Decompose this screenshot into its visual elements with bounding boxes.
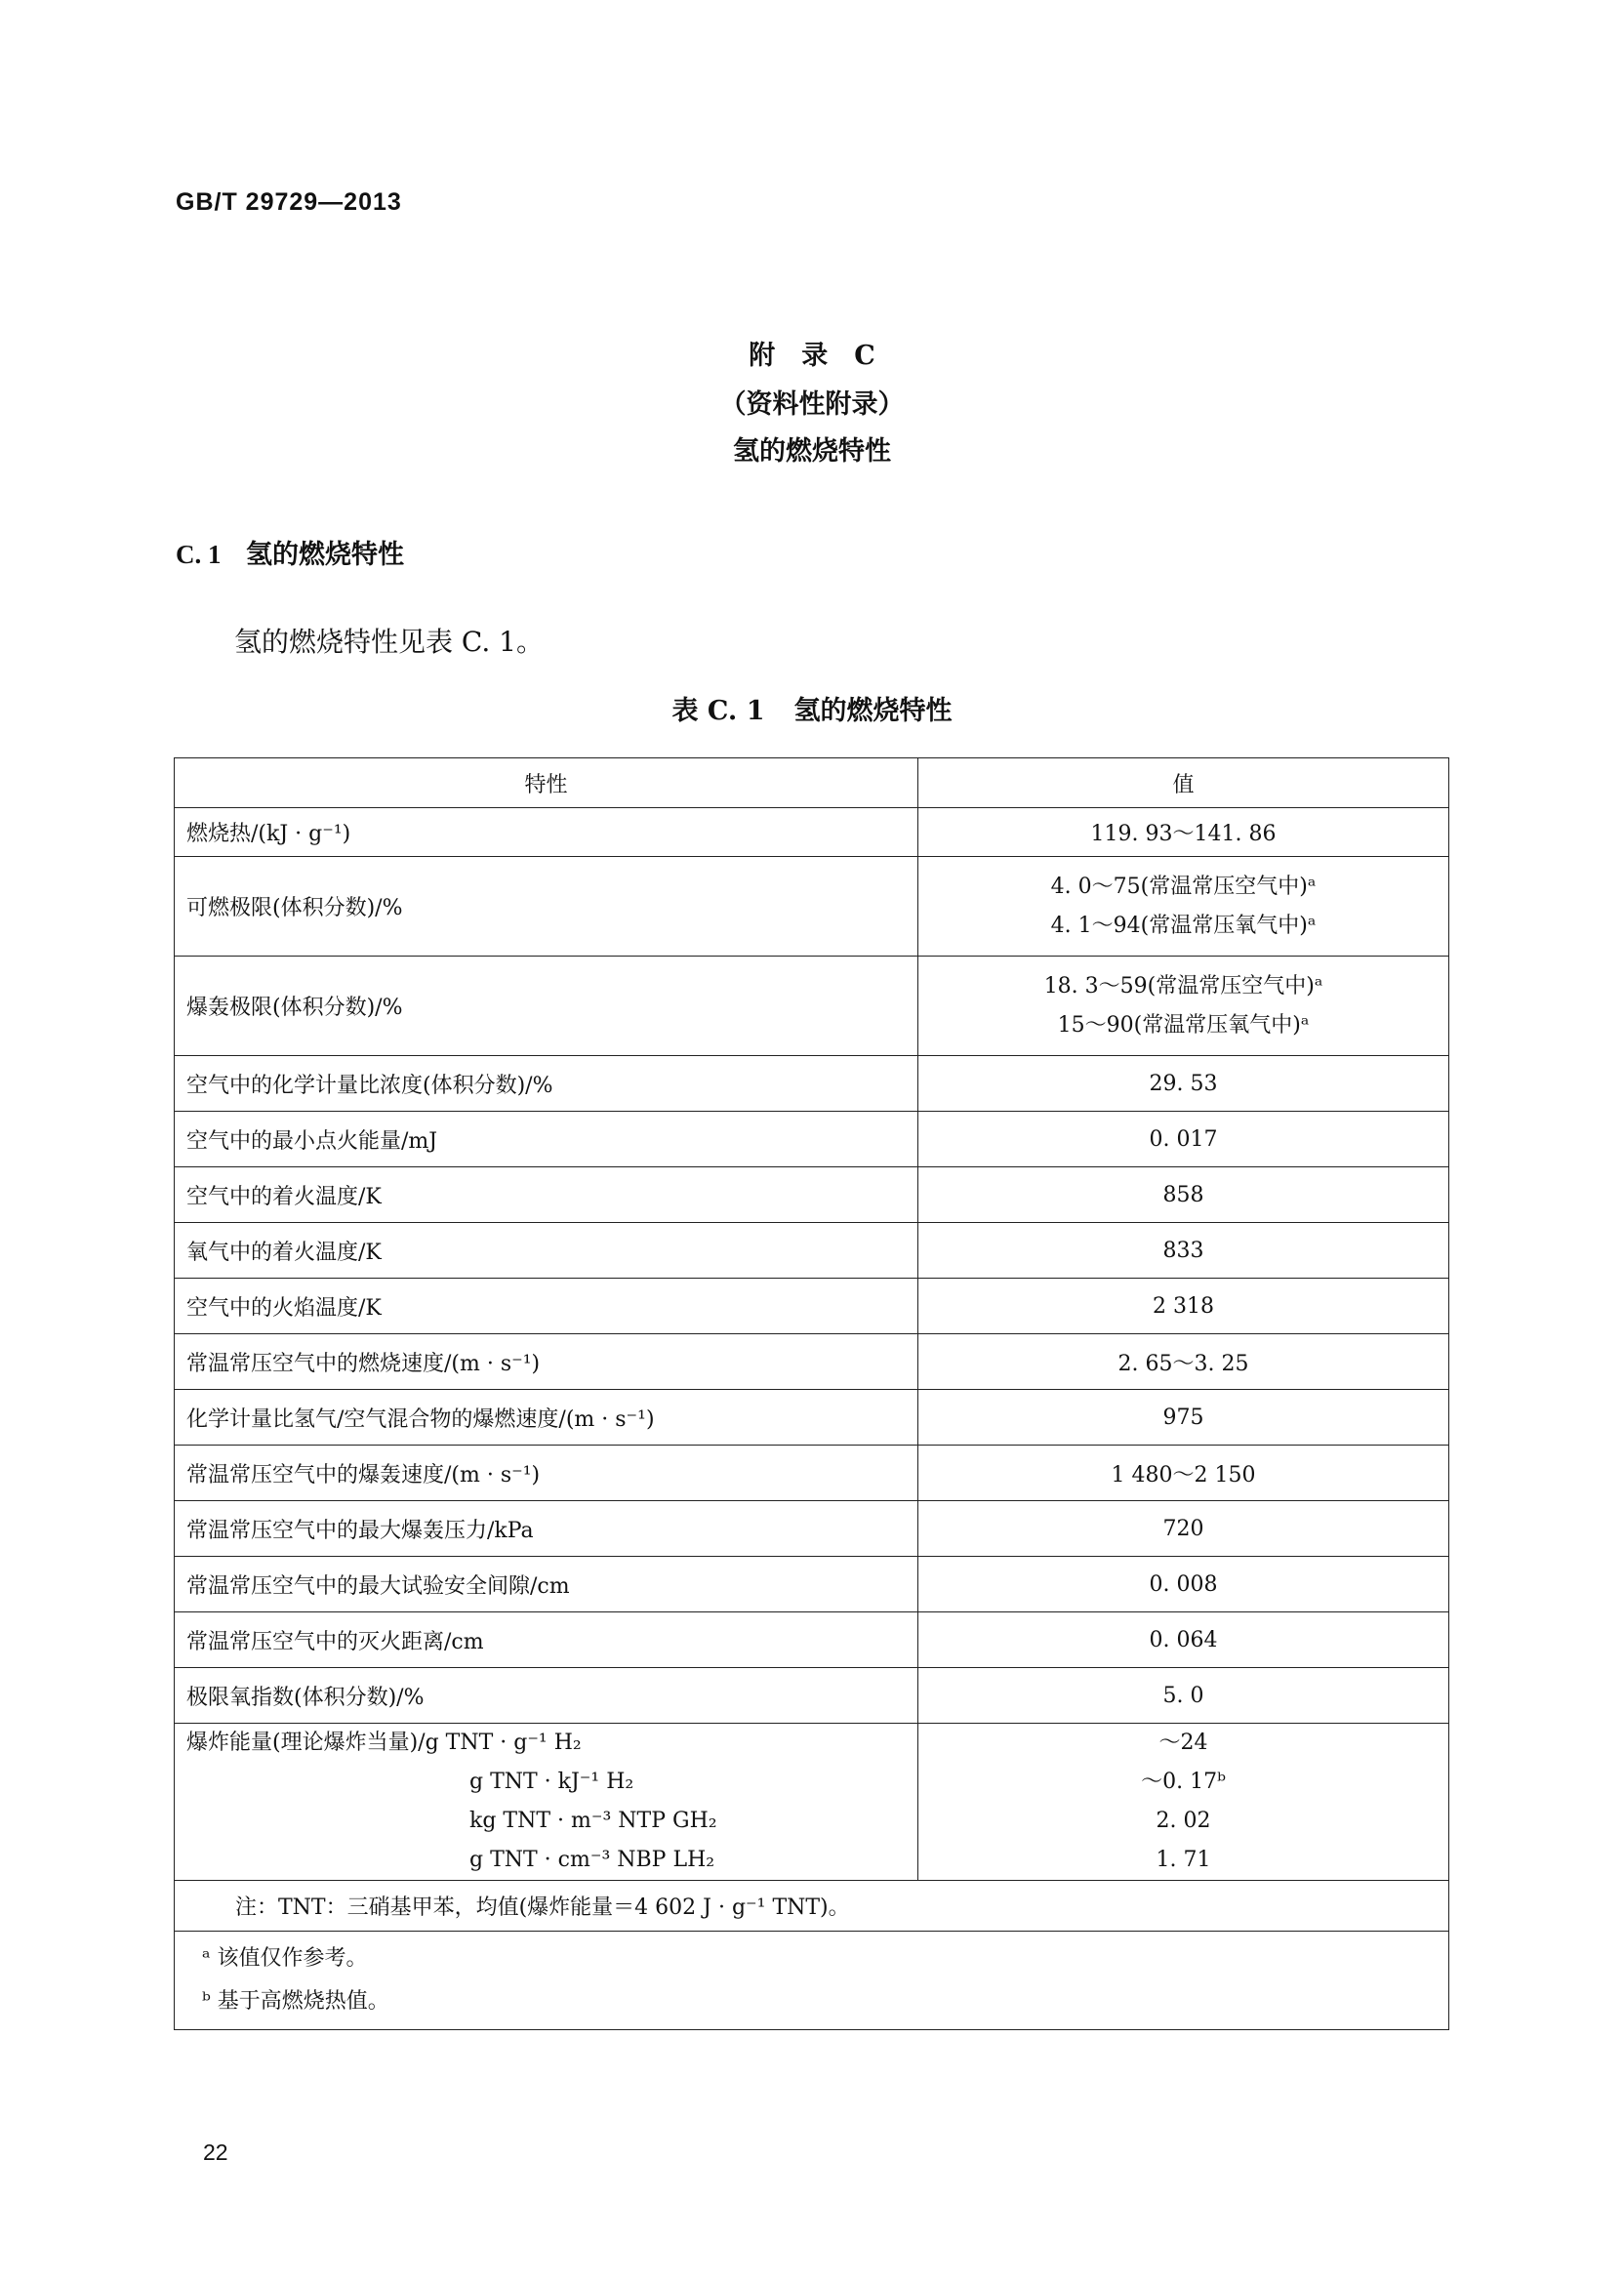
table-row — [175, 1557, 1449, 1612]
value-line: 15～90(常温常压氧气中)ᵃ — [1057, 1012, 1310, 1038]
energy-line: 爆炸能量(理论爆炸当量)/g TNT · g⁻¹ H₂ — [186, 1731, 582, 1755]
table-row — [175, 1279, 1449, 1334]
property-cell: 空气中的着火温度/K — [175, 1167, 918, 1223]
footnote-cell — [175, 1932, 1449, 2030]
property-cell: 空气中的火焰温度/K — [175, 1279, 918, 1334]
table-row — [175, 1056, 1449, 1112]
section-number: C. 1 — [176, 540, 222, 569]
property-cell: 空气中的最小点火能量/mJ — [175, 1112, 918, 1167]
energy-property-cell — [175, 1724, 918, 1881]
value-cell — [918, 857, 1449, 957]
value-cell: 833 — [918, 1223, 1449, 1279]
property-cell: 氧气中的着火温度/K — [175, 1223, 918, 1279]
energy-value: ～0. 17ᵇ — [1141, 1770, 1226, 1794]
value-line: 4. 1～94(常温常压氧气中)ᵃ — [1050, 913, 1317, 938]
property-cell: 常温常压空气中的燃烧速度/(m · s⁻¹) — [175, 1334, 918, 1390]
footnote-a: ᵃ 该值仅作参考。 — [202, 1946, 368, 1971]
note-row — [175, 1881, 1449, 1932]
value-cell: 1 480～2 150 — [918, 1446, 1449, 1501]
table-row — [175, 1612, 1449, 1668]
header-value: 值 — [918, 758, 1449, 808]
value-cell: 2 318 — [918, 1279, 1449, 1334]
energy-line: g TNT · kJ⁻¹ H₂ — [469, 1770, 634, 1794]
table-row — [175, 1334, 1449, 1390]
footnote-row — [175, 1932, 1449, 2030]
section-title: 氢的燃烧特性 — [246, 540, 404, 570]
properties-table — [174, 757, 1449, 2030]
table-row — [175, 957, 1449, 1056]
value-cell: 858 — [918, 1167, 1449, 1223]
note-cell: 注：TNT：三硝基甲苯，均值(爆炸能量＝4 602 J · g⁻¹ TNT)。 — [175, 1881, 1449, 1932]
value-cell: 2. 65～3. 25 — [918, 1334, 1449, 1390]
property-cell: 空气中的化学计量比浓度(体积分数)/% — [175, 1056, 918, 1112]
energy-line: kg TNT · m⁻³ NTP GH₂ — [469, 1809, 717, 1833]
property-cell: 常温常压空气中的灭火距离/cm — [175, 1612, 918, 1668]
property-cell: 可燃极限(体积分数)/% — [175, 857, 918, 957]
property-cell: 爆轰极限(体积分数)/% — [175, 957, 918, 1056]
appendix-type: （资料性附录） — [719, 389, 905, 420]
energy-line: g TNT · cm⁻³ NBP LH₂ — [469, 1848, 715, 1872]
value-line: 4. 0～75(常温常压空气中)ᵃ — [1050, 874, 1317, 899]
property-cell: 极限氧指数(体积分数)/% — [175, 1668, 918, 1724]
value-cell: 975 — [918, 1390, 1449, 1446]
property-cell: 化学计量比氢气/空气混合物的爆燃速度/(m · s⁻¹) — [175, 1390, 918, 1446]
value-cell — [918, 957, 1449, 1056]
energy-value: 2. 02 — [1156, 1809, 1211, 1833]
energy-value: ～24 — [1158, 1731, 1208, 1755]
section-heading — [176, 533, 404, 571]
value-cell: 720 — [918, 1501, 1449, 1557]
intro-paragraph: 氢的燃烧特性见表 C. 1。 — [234, 626, 544, 658]
value-cell: 5. 0 — [918, 1668, 1449, 1724]
property-cell: 常温常压空气中的爆轰速度/(m · s⁻¹) — [175, 1446, 918, 1501]
value-cell: 0. 008 — [918, 1557, 1449, 1612]
table-row — [175, 1223, 1449, 1279]
table-row — [175, 1167, 1449, 1223]
table-row — [175, 857, 1449, 957]
table-row — [175, 1501, 1449, 1557]
property-cell: 燃烧热/(kJ · g⁻¹) — [175, 808, 918, 857]
table-caption-number: 表 C. 1 — [671, 696, 765, 726]
table-row — [175, 1112, 1449, 1167]
value-cell: 0. 017 — [918, 1112, 1449, 1167]
value-line: 18. 3～59(常温常压空气中)ᵃ — [1043, 973, 1323, 998]
energy-row — [175, 1724, 1449, 1881]
property-cell: 常温常压空气中的最大试验安全间隙/cm — [175, 1557, 918, 1612]
energy-value: 1. 71 — [1156, 1848, 1211, 1872]
value-cell: 29. 53 — [918, 1056, 1449, 1112]
appendix-title: 附 录 C — [749, 341, 875, 371]
property-cell: 常温常压空气中的最大爆轰压力/kPa — [175, 1501, 918, 1557]
table-row — [175, 1390, 1449, 1446]
document-code: GB/T 29729—2013 — [176, 188, 402, 216]
table-row — [175, 808, 1449, 857]
header-property: 特性 — [175, 758, 918, 808]
table-caption-title: 氢的燃烧特性 — [793, 696, 953, 726]
value-cell: 0. 064 — [918, 1612, 1449, 1668]
footnote-b: ᵇ 基于高燃烧热值。 — [202, 1989, 389, 2014]
appendix-name: 氢的燃烧特性 — [733, 436, 891, 467]
energy-value-cell — [918, 1724, 1449, 1881]
table-row — [175, 1446, 1449, 1501]
table-header-row — [175, 758, 1449, 808]
table-caption — [0, 689, 1624, 727]
table-row — [175, 1668, 1449, 1724]
page-number: 22 — [203, 2139, 228, 2165]
value-cell: 119. 93～141. 86 — [918, 808, 1449, 857]
